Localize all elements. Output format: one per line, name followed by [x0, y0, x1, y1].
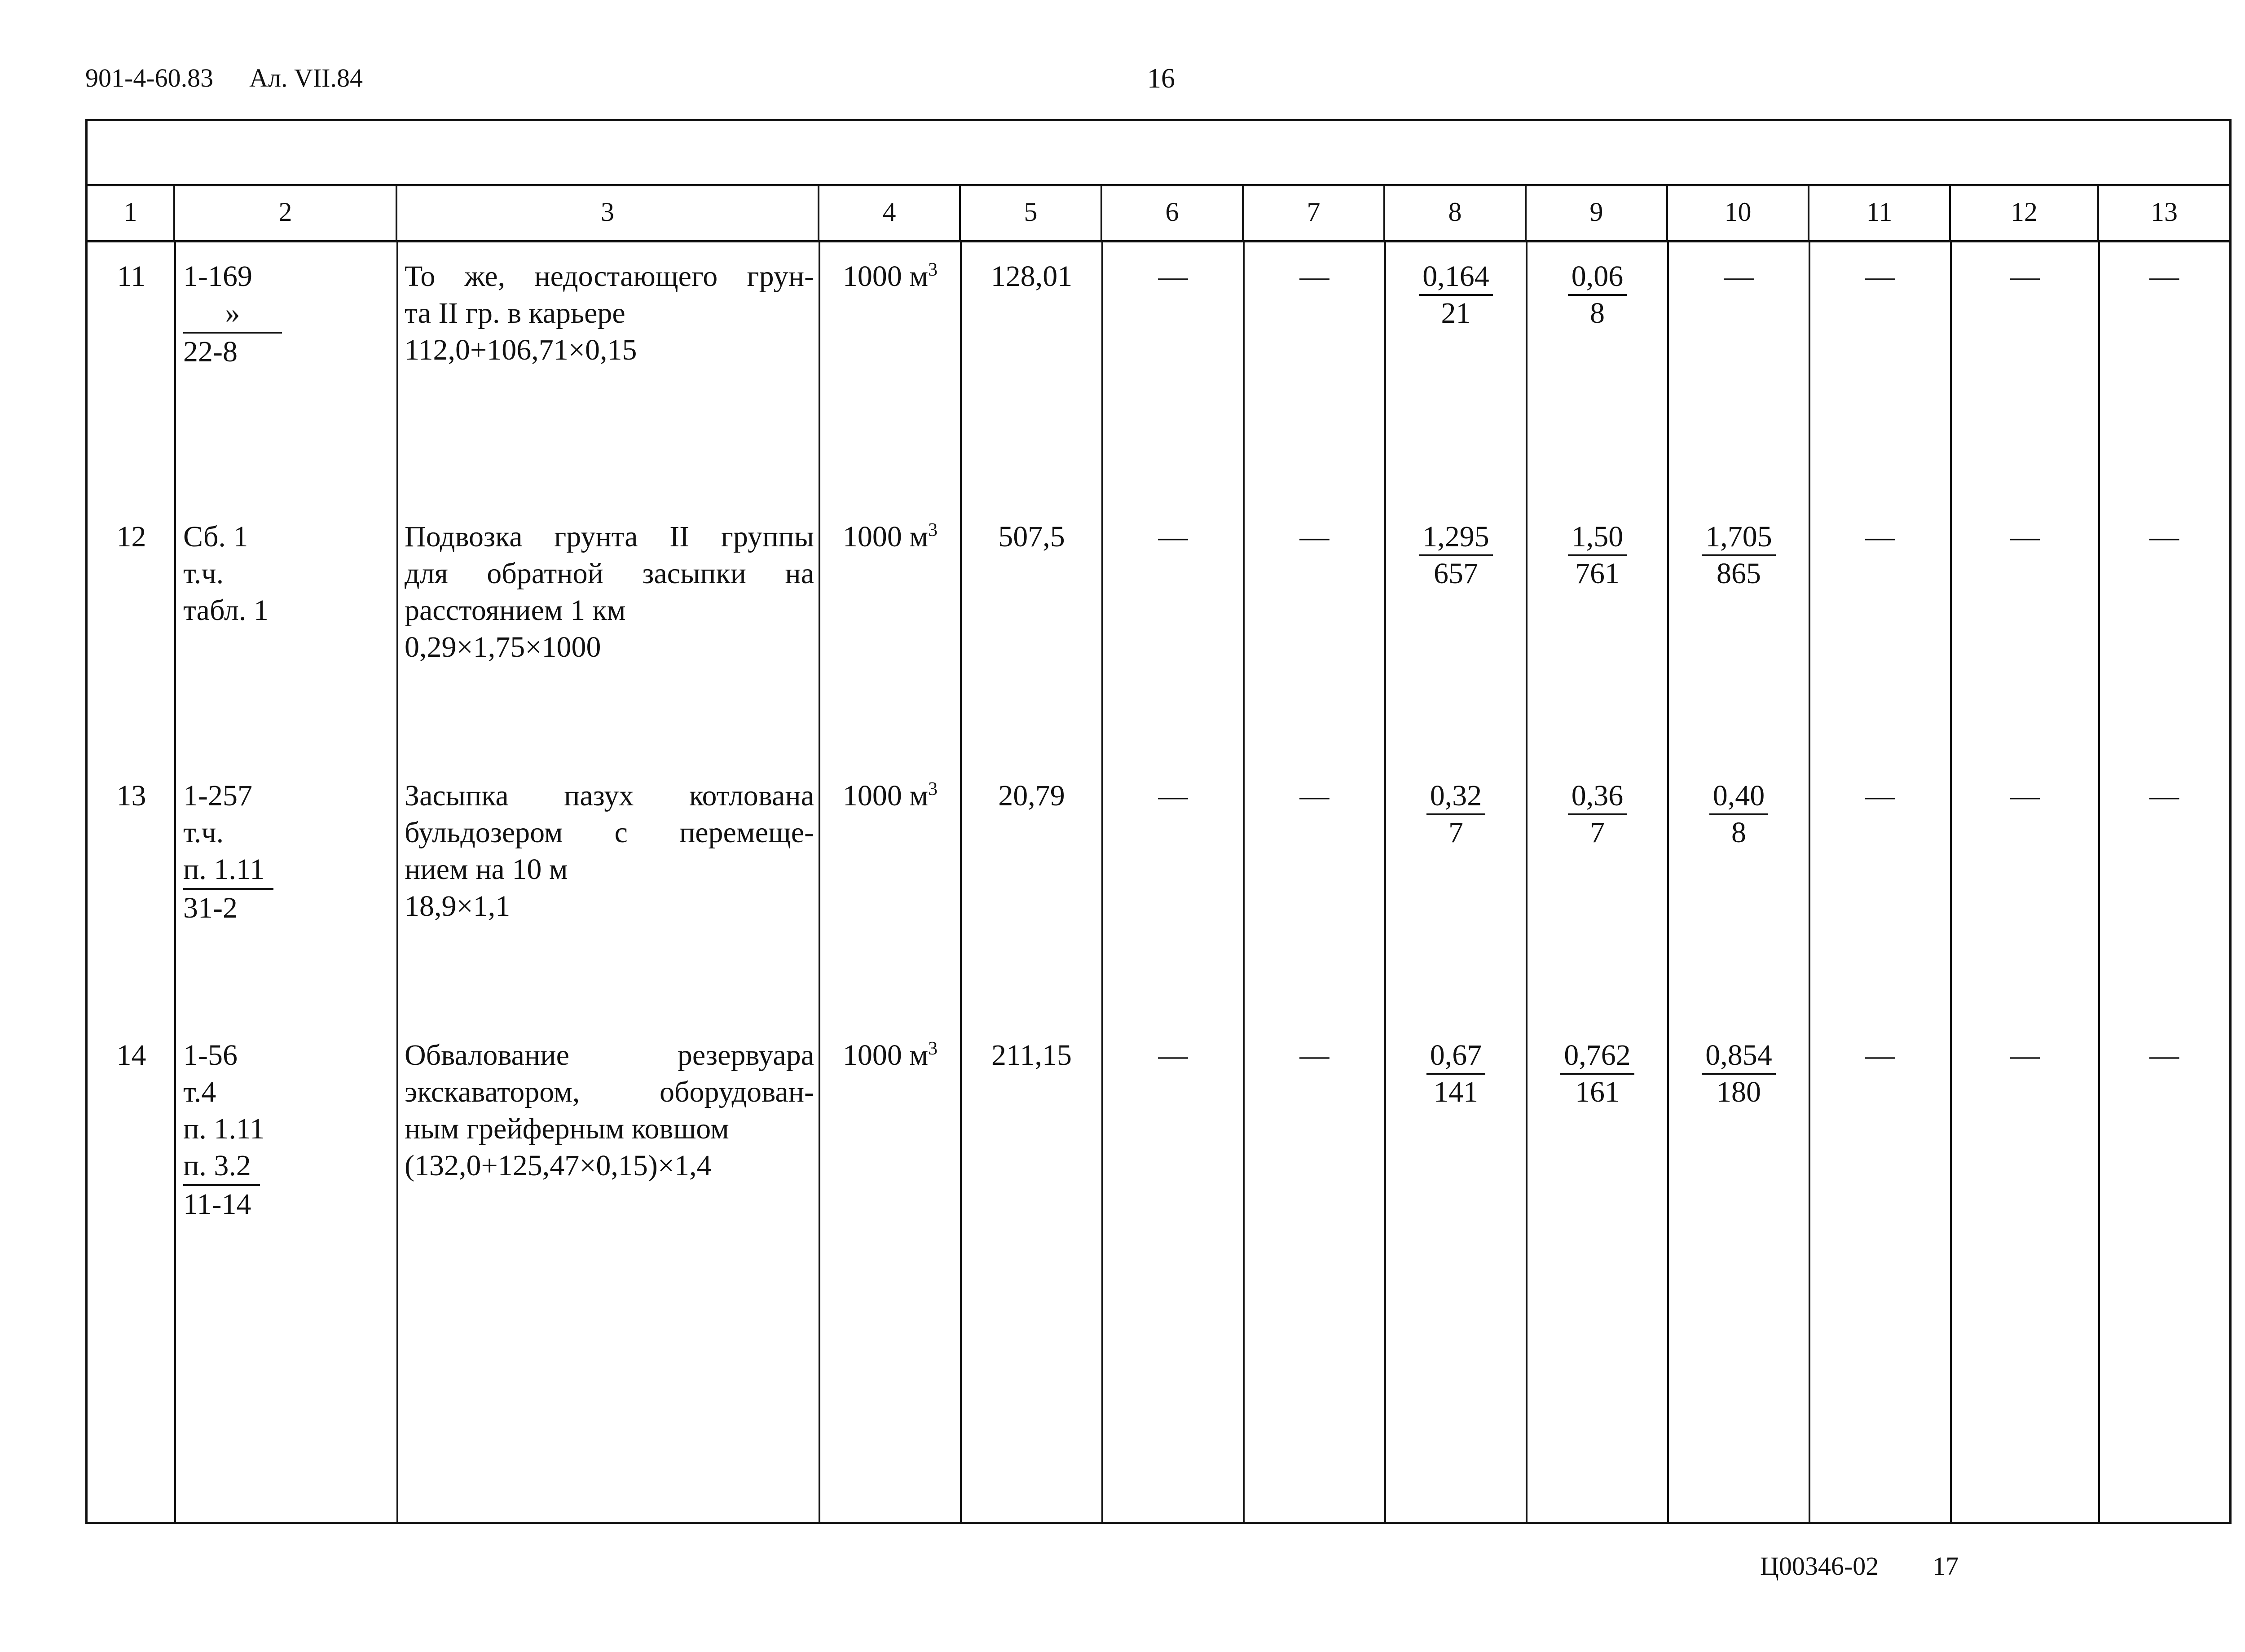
- fraction-bottom: 8: [1590, 297, 1605, 330]
- description-line: нием на 10 м: [405, 853, 568, 886]
- document-code: 901-4-60.83: [85, 63, 214, 92]
- column-number: 2: [175, 184, 397, 240]
- col6-value: —: [1158, 1039, 1188, 1072]
- col7-value: —: [1299, 260, 1329, 293]
- norm-code-line: т.4: [183, 1076, 216, 1108]
- col12-value: —: [2010, 779, 2040, 812]
- unit-cell: [819, 1037, 961, 1074]
- unit-cell: [819, 258, 961, 295]
- fraction-top: 0,40: [1709, 778, 1769, 815]
- norm-code-bottom: 31-2: [183, 892, 238, 924]
- col7-value: —: [1299, 779, 1329, 812]
- col6-value: —: [1158, 520, 1188, 553]
- norm-code-line: Сб. 1: [183, 520, 248, 553]
- col7-value: —: [1299, 1039, 1329, 1072]
- column-number: 7: [1244, 184, 1385, 240]
- col8-fraction: [1385, 518, 1527, 591]
- norm-code-line: 1-56: [183, 1039, 238, 1072]
- estimate-table: [85, 119, 2232, 1524]
- column-number: 12: [1951, 184, 2099, 240]
- work-description: [397, 778, 819, 925]
- col6-value: —: [1158, 260, 1188, 293]
- description-line: 18,9×1,1: [405, 890, 511, 923]
- norm-code-bottom: 22-8: [183, 335, 238, 368]
- col8-fraction: [1385, 1037, 1527, 1110]
- norm-code-line: т.ч.: [183, 557, 224, 590]
- norm-code-line: т.ч.: [183, 816, 224, 849]
- fraction-top: 1,705: [1702, 519, 1776, 556]
- fraction-bottom: 141: [1434, 1076, 1478, 1108]
- col11-value: —: [1865, 260, 1895, 293]
- description-line: (132,0+125,47×0,15)×1,4: [405, 1149, 712, 1182]
- column-number: 3: [397, 184, 819, 240]
- norm-code-line: 1-257: [183, 779, 252, 812]
- norm-code-bottom: 11-14: [183, 1188, 251, 1221]
- norm-code-underlined: п. 1.11: [183, 851, 273, 890]
- work-description: [397, 518, 819, 666]
- fraction-top: 0,762: [1560, 1038, 1634, 1075]
- column-divider: [1384, 240, 1386, 1522]
- norm-code-underlined: п. 3.2: [183, 1147, 260, 1186]
- unit-cell: [819, 778, 961, 814]
- column-number: 5: [961, 184, 1102, 240]
- fraction-top: 0,164: [1419, 259, 1493, 296]
- quantity: 211,15: [991, 1039, 1072, 1072]
- col12-value: —: [2010, 520, 2040, 553]
- column-number: 4: [819, 184, 961, 240]
- fraction-top: 0,36: [1568, 778, 1627, 815]
- column-divider: [1950, 240, 1952, 1522]
- fraction-bottom: 865: [1717, 557, 1761, 590]
- norm-code: [175, 1037, 397, 1223]
- column-number: 6: [1102, 184, 1244, 240]
- column-number: 8: [1385, 184, 1527, 240]
- fraction-bottom: 761: [1575, 557, 1620, 590]
- column-number: 9: [1527, 184, 1668, 240]
- description-line: Засыпка пазух котлована: [405, 779, 814, 812]
- page-number: 16: [1147, 63, 1175, 94]
- description-line: Обвалование резервуара: [405, 1039, 814, 1072]
- footer-page-number: 17: [1932, 1551, 1959, 1581]
- col9-fraction: [1527, 778, 1668, 850]
- column-divider: [2098, 240, 2100, 1522]
- album-number: Ал. VII.84: [249, 63, 363, 92]
- unit-exponent: 3: [928, 520, 938, 540]
- col11-value: —: [1865, 1039, 1895, 1072]
- description-line: То же, недостающего грун-: [405, 260, 814, 293]
- column-divider: [1243, 240, 1245, 1522]
- fraction-top: 0,854: [1702, 1038, 1776, 1075]
- description-line: бульдозером с перемеще-: [405, 816, 814, 849]
- col13-value: —: [2149, 1039, 2179, 1072]
- description-line: для обратной засыпки на: [405, 557, 814, 590]
- col12-value: —: [2010, 260, 2040, 293]
- unit: 1000 м: [842, 1039, 929, 1072]
- fraction-bottom: 180: [1717, 1076, 1761, 1108]
- row-number: 14: [116, 1039, 146, 1072]
- row-number: 12: [116, 520, 146, 553]
- norm-code: [175, 778, 397, 927]
- norm-code: [175, 518, 397, 629]
- fraction-bottom: 8: [1731, 816, 1746, 849]
- fraction-top: 0,32: [1426, 778, 1486, 815]
- unit-cell: [819, 518, 961, 555]
- col12-value: —: [2010, 1039, 2040, 1072]
- column-divider: [1526, 240, 1527, 1522]
- unit: 1000 м: [842, 779, 929, 812]
- quantity: 20,79: [998, 779, 1065, 812]
- column-number: 10: [1668, 184, 1809, 240]
- column-number-row: [88, 184, 2229, 242]
- column-divider: [1101, 240, 1103, 1522]
- col11-value: —: [1865, 520, 1895, 553]
- col13-value: —: [2149, 779, 2179, 812]
- col10-fraction: [1668, 518, 1809, 591]
- unit-exponent: 3: [928, 1038, 938, 1059]
- fraction-bottom: 161: [1575, 1076, 1620, 1108]
- work-description: [397, 1037, 819, 1184]
- column-divider: [1667, 240, 1669, 1522]
- footer-code: Ц00346-02: [1760, 1551, 1879, 1581]
- ditto-mark: »: [183, 295, 282, 334]
- fraction-bottom: 7: [1448, 816, 1463, 849]
- fraction-bottom: 21: [1441, 297, 1471, 330]
- col10-value: —: [1724, 260, 1754, 293]
- row-number: 13: [116, 779, 146, 812]
- col10-fraction: [1668, 778, 1809, 850]
- fraction-top: 1,50: [1568, 519, 1627, 556]
- column-number: 11: [1809, 184, 1951, 240]
- fraction-bottom: 657: [1434, 557, 1478, 590]
- norm-code-line: 1-169: [183, 260, 252, 293]
- description-line: экскаватором, оборудован-: [405, 1076, 814, 1108]
- unit-exponent: 3: [928, 259, 938, 280]
- fraction-top: 0,06: [1568, 259, 1627, 296]
- quantity: 507,5: [998, 520, 1065, 553]
- col9-fraction: [1527, 518, 1668, 591]
- description-line: ным грейферным ковшом: [405, 1112, 729, 1145]
- col13-value: —: [2149, 520, 2179, 553]
- description-line: Подвозка грунта II группы: [405, 520, 814, 553]
- description-line: та II гр. в карьере: [405, 297, 625, 330]
- column-divider: [960, 240, 962, 1522]
- column-number: 13: [2151, 197, 2178, 227]
- col9-fraction: [1527, 1037, 1668, 1110]
- row-number: 11: [117, 260, 146, 293]
- table-title-band: [88, 121, 2229, 186]
- fraction-bottom: 7: [1590, 816, 1605, 849]
- unit: 1000 м: [842, 260, 929, 293]
- fraction-top: 0,67: [1426, 1038, 1486, 1075]
- work-description: [397, 258, 819, 369]
- page-footer: [1760, 1551, 1959, 1581]
- column-number: 1: [88, 184, 175, 240]
- col7-value: —: [1299, 520, 1329, 553]
- document-header: [85, 63, 399, 93]
- norm-code-line: п. 1.11: [183, 1112, 265, 1145]
- unit-exponent: 3: [928, 779, 938, 800]
- col9-fraction: [1527, 258, 1668, 331]
- col8-fraction: [1385, 778, 1527, 850]
- col11-value: —: [1865, 779, 1895, 812]
- col6-value: —: [1158, 779, 1188, 812]
- description-line: расстоянием 1 км: [405, 594, 626, 627]
- fraction-top: 1,295: [1419, 519, 1493, 556]
- col13-value: —: [2149, 260, 2179, 293]
- description-line: 0,29×1,75×1000: [405, 631, 601, 663]
- col8-fraction: [1385, 258, 1527, 331]
- norm-code: [175, 258, 397, 370]
- column-divider: [1809, 240, 1810, 1522]
- unit: 1000 м: [842, 520, 929, 553]
- description-line: 112,0+106,71×0,15: [405, 334, 637, 366]
- quantity: 128,01: [990, 260, 1073, 293]
- col10-fraction: [1668, 1037, 1809, 1110]
- norm-code-line: табл. 1: [183, 594, 269, 627]
